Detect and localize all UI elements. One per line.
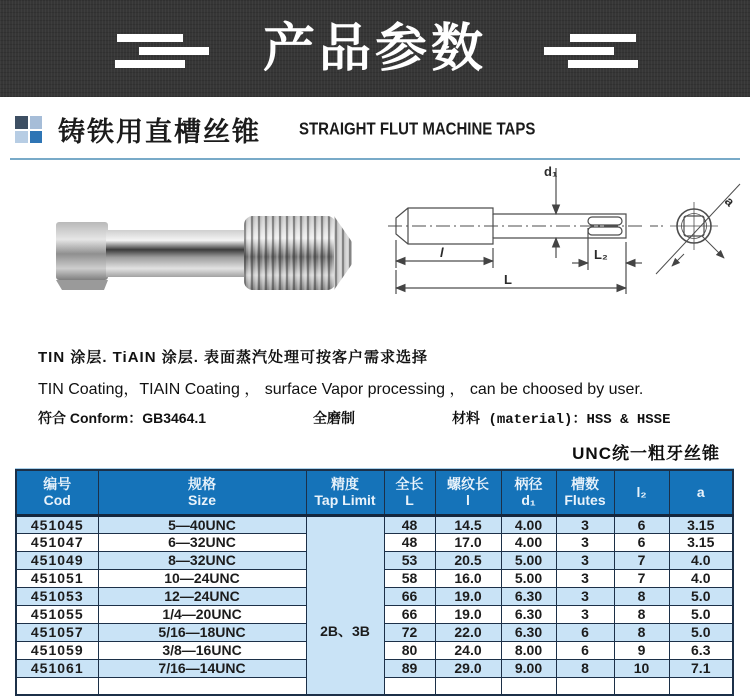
cell-thread-length: 24.0	[435, 641, 501, 659]
banner-title: 产品参数	[262, 19, 487, 79]
header-shank-dia: 柄径 d₁	[501, 470, 556, 515]
cell-overall-length: 53	[384, 551, 435, 569]
cell-a: 5.0	[669, 623, 733, 641]
cell-size: 5/16—18UNC	[98, 623, 306, 641]
cell-l2: 8	[614, 623, 669, 641]
cell-cod: 451047	[16, 533, 98, 551]
cell-l2: 7	[614, 569, 669, 587]
cell-a: 5.0	[669, 605, 733, 623]
cell-l2: 9	[614, 641, 669, 659]
cell-shank-dia: 4.00	[501, 515, 556, 533]
cell-cod: 451061	[16, 659, 98, 677]
cell-cod: 451057	[16, 623, 98, 641]
cell-cod: 451059	[16, 641, 98, 659]
figures-row	[0, 160, 750, 338]
cell-a: 7.1	[669, 659, 733, 677]
header-flutes: 槽数 Flutes	[556, 470, 614, 515]
dim-label-l2: L₂	[594, 247, 608, 262]
table-caption: UNC统一粗牙丝锥	[572, 444, 720, 463]
cell-shank-dia: 8.00	[501, 641, 556, 659]
cell-overall-length: 89	[384, 659, 435, 677]
cell-shank-dia: 6.30	[501, 623, 556, 641]
spec-table-body	[16, 515, 733, 695]
cell-shank-dia: 5.00	[501, 551, 556, 569]
cell-overall-length: 58	[384, 569, 435, 587]
tap-limit-merged-cell: 2B、3B	[306, 515, 384, 695]
cell-a: 3.15	[669, 533, 733, 551]
cell-a: 3.15	[669, 515, 733, 533]
cell-l2: 10	[614, 659, 669, 677]
cell-flutes: 3	[556, 551, 614, 569]
cell-thread-length: 22.0	[435, 623, 501, 641]
cell-thread-length: 16.0	[435, 569, 501, 587]
cell-l2: 7	[614, 551, 669, 569]
banner	[0, 0, 750, 97]
cell-cod: 451055	[16, 605, 98, 623]
cell-shank-dia: 4.00	[501, 533, 556, 551]
coating-notes	[0, 338, 750, 428]
cell-flutes: 8	[556, 659, 614, 677]
table-header-row	[16, 470, 733, 515]
cell-overall-length: 66	[384, 605, 435, 623]
cell-thread-length: 19.0	[435, 605, 501, 623]
cell-shank-dia: 6.30	[501, 587, 556, 605]
product-photo	[52, 190, 354, 312]
cell-size: 12—24UNC	[98, 587, 306, 605]
cell-size: 10—24UNC	[98, 569, 306, 587]
cell-a: 4.0	[669, 569, 733, 587]
cell-overall-length: 80	[384, 641, 435, 659]
cell-overall-length: 66	[384, 587, 435, 605]
cell-size: 5—40UNC	[98, 515, 306, 533]
squares-grid-icon	[15, 116, 42, 143]
cell-a: 4.0	[669, 551, 733, 569]
note-standards	[38, 408, 750, 428]
table-row	[16, 515, 733, 533]
cell-cod: 451051	[16, 569, 98, 587]
cell-a: 5.0	[669, 587, 733, 605]
cell-flutes: 6	[556, 641, 614, 659]
cell-size: 1/4—20UNC	[98, 605, 306, 623]
table-caption-row	[0, 428, 750, 468]
dimension-drawing	[388, 162, 748, 332]
cell-a: 6.3	[669, 641, 733, 659]
note-conform: 符合 Conform：GB3464.1	[38, 410, 207, 426]
cell-l2: 6	[614, 533, 669, 551]
cell-flutes: 3	[556, 587, 614, 605]
cell-thread-length: 29.0	[435, 659, 501, 677]
note-material: 材料 (material)：HSS & HSSE	[452, 412, 671, 428]
cell-thread-length: 20.5	[435, 551, 501, 569]
cell-thread-length: 17.0	[435, 533, 501, 551]
product-title-cn: 铸铁用直槽丝锥	[58, 117, 261, 147]
dim-label-a: a	[721, 193, 738, 210]
cell-l2: 8	[614, 605, 669, 623]
note-cn: TIN 涂层. TiAIN 涂层. 表面蒸汽处理可按客户需求选择	[38, 349, 429, 366]
dim-label-d1: d₁	[544, 164, 558, 179]
cell-flutes: 3	[556, 515, 614, 533]
cell-size: 8—32UNC	[98, 551, 306, 569]
note-grind: 全磨制	[313, 410, 356, 426]
cell-shank-dia: 9.00	[501, 659, 556, 677]
banner-lines-right-icon	[542, 31, 638, 69]
cell-cod: 451049	[16, 551, 98, 569]
section-title-bar	[10, 97, 740, 160]
cell-flutes: 6	[556, 623, 614, 641]
cell-l2: 8	[614, 587, 669, 605]
cell-thread-length: 19.0	[435, 587, 501, 605]
cell-l2: 6	[614, 515, 669, 533]
header-tap-limit: 精度 Tap Limit	[306, 470, 384, 515]
header-cod: 编号 Cod	[16, 470, 98, 515]
cell-flutes: 3	[556, 533, 614, 551]
header-overall-length: 全长 L	[384, 470, 435, 515]
cell-size: 6—32UNC	[98, 533, 306, 551]
cell-cod: 451045	[16, 515, 98, 533]
header-size: 规格 Size	[98, 470, 306, 515]
cell-thread-length: 14.5	[435, 515, 501, 533]
dim-label-L: L	[504, 272, 512, 287]
note-en: TIN Coating，TIAIN Coating ， surface Vapor processing ， can be choosed by user.	[38, 381, 644, 398]
cell-overall-length: 48	[384, 515, 435, 533]
cell-overall-length: 48	[384, 533, 435, 551]
cell-size: 7/16—14UNC	[98, 659, 306, 677]
cell-overall-length: 72	[384, 623, 435, 641]
spec-table	[15, 469, 734, 696]
cell-flutes: 3	[556, 569, 614, 587]
header-a: a	[669, 470, 733, 515]
cell-shank-dia: 6.30	[501, 605, 556, 623]
cell-flutes: 3	[556, 605, 614, 623]
cell-size: 3/8—16UNC	[98, 641, 306, 659]
header-l2: l₂	[614, 470, 669, 515]
cell-shank-dia: 5.00	[501, 569, 556, 587]
header-thread-length: 螺纹长 l	[435, 470, 501, 515]
cell-cod: 451053	[16, 587, 98, 605]
product-title-en: STRAIGHT FLUT MACHINE TAPS	[299, 119, 536, 140]
spec-table-wrap	[15, 468, 734, 696]
dim-label-l: l	[440, 245, 444, 260]
